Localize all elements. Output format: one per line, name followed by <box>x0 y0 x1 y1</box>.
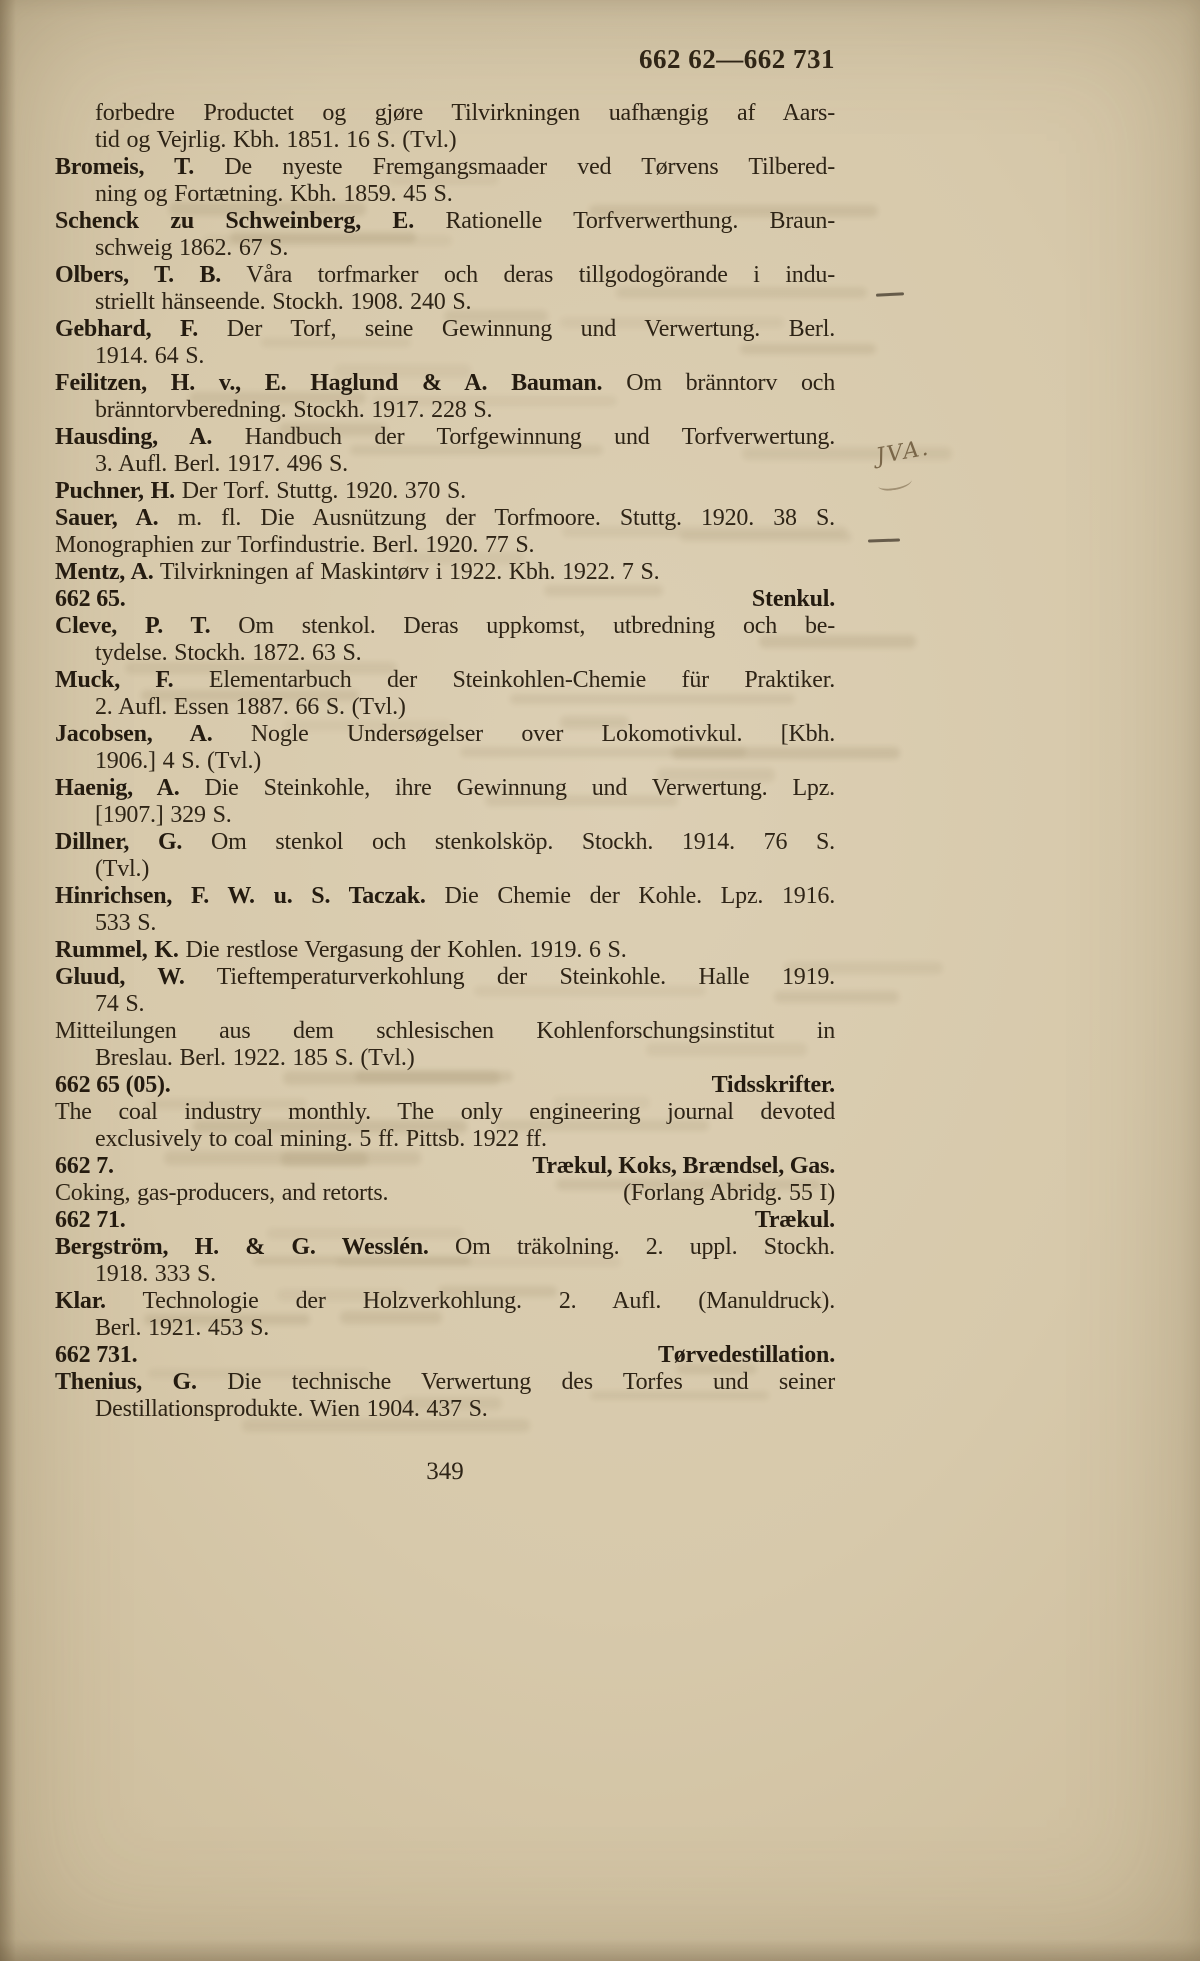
entry-line <box>55 208 835 235</box>
entry-text: 74 S. <box>95 991 145 1017</box>
entry-line <box>55 127 835 154</box>
entry-line <box>55 829 835 856</box>
entry-text: Handbuch der Torfgewinnung und Torfverwertung. <box>212 424 835 450</box>
section-code: 662 7. <box>55 1153 114 1179</box>
entry-line <box>55 1180 835 1207</box>
author-name: Dillner, G. <box>55 829 183 855</box>
section-label: Trækul, Koks, Brændsel, Gas. <box>532 1153 835 1179</box>
entry-text: 1918. 333 S. <box>95 1261 216 1287</box>
entry-line <box>55 343 835 370</box>
entry-text: Berl. 1921. 453 S. <box>95 1315 270 1341</box>
author-name: Bromeis, T. <box>55 154 194 180</box>
entry-text: tydelse. Stockh. 1872. 63 S. <box>95 640 362 666</box>
section-label: Stenkul. <box>751 586 835 612</box>
entry-line <box>55 1045 835 1072</box>
bib-entry <box>55 721 835 775</box>
entry-text: 1906.] 4 S. (Tvl.) <box>95 748 262 774</box>
section-code: 662 65. <box>55 586 126 612</box>
author-name: Bergström, H. & G. Wesslén. <box>55 1234 429 1260</box>
bib-entry <box>55 100 835 154</box>
bib-entry <box>55 559 835 586</box>
entry-line <box>55 154 835 181</box>
entry-text: 533 S. <box>95 910 157 936</box>
section-heading <box>55 1207 835 1234</box>
entry-line <box>55 451 835 478</box>
section-heading <box>55 1153 835 1180</box>
bib-entry <box>55 1369 835 1423</box>
section-heading <box>55 1342 835 1369</box>
bib-entry <box>55 1288 835 1342</box>
entry-text: Tieftemperaturverkohlung der Steinkohle. Halle 1919. <box>184 964 835 990</box>
bib-entry <box>55 1099 835 1153</box>
entry-text: Breslau. Berl. 1922. 185 S. (Tvl.) <box>95 1045 415 1071</box>
bib-entry <box>55 316 835 370</box>
entry-line <box>55 478 835 505</box>
entry-text: Våra torfmarker och deras tillgodogörande i indu- <box>221 262 835 288</box>
entry-text: m. fl. Die Ausnützung der Torfmoore. Stuttg. 1920. 38 S. <box>158 505 835 531</box>
entry-text: Om stenkol och stenkolsköp. Stockh. 1914. 76 S. <box>182 829 835 855</box>
bib-entry <box>55 964 835 1018</box>
entry-line <box>55 1369 835 1396</box>
section-code: 662 65 (05). <box>55 1072 171 1098</box>
entry-text: striellt hänseende. Stockh. 1908. 240 S. <box>95 289 472 315</box>
entry-line <box>55 1288 835 1315</box>
entry-line <box>55 181 835 208</box>
entry-line <box>55 1315 835 1342</box>
entry-text: 2. Aufl. Essen 1887. 66 S. (Tvl.) <box>95 694 406 720</box>
author-name: Gluud, W. <box>55 964 185 990</box>
entry-line <box>55 505 835 532</box>
entry-line <box>55 289 835 316</box>
author-name: Hinrichsen, F. W. u. S. Taczak. <box>55 883 426 909</box>
entry-text: (Tvl.) <box>95 856 150 882</box>
author-name: Gebhard, F. <box>55 316 199 342</box>
entry-line <box>55 694 835 721</box>
entry-line <box>55 1396 835 1423</box>
author-name: Schenck zu Schweinberg, E. <box>55 208 415 234</box>
bib-entry <box>55 775 835 829</box>
entry-line <box>55 1261 835 1288</box>
section-label: Trækul. <box>754 1207 835 1233</box>
entry-line <box>55 964 835 991</box>
entry-text: Die restlose Vergasung der Kohlen. 1919. 6 S. <box>178 937 627 963</box>
entry-line <box>55 370 835 397</box>
page-header-range: 662 62—662 731 <box>639 44 835 74</box>
bib-entry <box>55 370 835 424</box>
entry-line <box>55 721 835 748</box>
author-name: Klar. <box>55 1288 106 1314</box>
entry-text: Coking, gas-producers, and retorts. <box>55 1180 389 1206</box>
entry-line <box>55 1126 835 1153</box>
entry-text: Die Steinkohle, ihre Gewinnung und Verwertung. Lpz. <box>179 775 835 801</box>
page-number: 349 <box>426 1458 464 1485</box>
entry-text: Om bränntorv och <box>602 370 836 396</box>
bibliography-list <box>55 100 835 1423</box>
entry-line <box>55 937 835 964</box>
entry-line <box>55 235 835 262</box>
entry-text: Destillationsprodukte. Wien 1904. 437 S. <box>95 1396 488 1422</box>
entry-text: Der Torf, seine Gewinnung und Verwertung. Berl. <box>198 316 835 342</box>
entry-line <box>55 532 835 559</box>
section-code: 662 71. <box>55 1207 126 1233</box>
entry-line <box>55 1234 835 1261</box>
entry-line <box>55 883 835 910</box>
entry-text: Rationelle Torfverwerthung. Braun- <box>414 208 836 234</box>
author-name: Mentz, A. <box>55 559 154 585</box>
entry-line <box>55 748 835 775</box>
bib-entry <box>55 1180 835 1207</box>
entry-line <box>55 667 835 694</box>
section-heading <box>55 586 835 613</box>
entry-text: Om stenkol. Deras uppkomst, utbredning och be- <box>210 613 835 639</box>
bib-entry <box>55 532 835 559</box>
entry-text: Nogle Undersøgelser over Lokomotivkul. [Kbh. <box>212 721 835 747</box>
entry-text: Der Torf. Stuttg. 1920. 370 S. <box>174 478 466 504</box>
entry-text: Monographien zur Torfindustrie. Berl. 1920. 77 S. <box>55 532 535 558</box>
bib-entry <box>55 208 835 262</box>
entry-text: Elementarbuch der Steinkohlen-Chemie für Praktiker. <box>173 667 835 693</box>
entry-text: [1907.] 329 S. <box>95 802 232 828</box>
author-name: Sauer, A. <box>55 505 159 531</box>
section-label: Tidsskrifter. <box>711 1072 835 1098</box>
entry-line <box>55 856 835 883</box>
section-label: Tørvedestillation. <box>657 1342 835 1368</box>
author-name: Rummel, K. <box>55 937 179 963</box>
entry-line <box>55 1099 835 1126</box>
entry-line <box>55 802 835 829</box>
bib-entry <box>55 883 835 937</box>
bib-entry <box>55 937 835 964</box>
scan-edge-shadow <box>0 0 16 1961</box>
entry-text: The coal industry monthly. The only engineering journal devoted <box>55 1099 835 1125</box>
entry-text: Technologie der Holzverkohlung. 2. Aufl. (Manuldruck). <box>105 1288 835 1314</box>
bib-entry <box>55 424 835 478</box>
author-name: Jacobsen, A. <box>55 721 213 747</box>
author-name: Haenig, A. <box>55 775 180 801</box>
entry-line <box>55 1018 835 1045</box>
bib-entry <box>55 262 835 316</box>
author-name: Puchner, H. <box>55 478 175 504</box>
entry-line <box>55 640 835 667</box>
entry-ref: (Forlang Abridg. 55 I) <box>623 1180 835 1206</box>
entry-line <box>55 559 835 586</box>
entry-line <box>55 397 835 424</box>
entry-text: schweig 1862. 67 S. <box>95 235 289 261</box>
entry-text: forbedre Productet og gjøre Tilvirkningen uafhængig af Aars- <box>95 100 835 126</box>
bib-entry <box>55 829 835 883</box>
handwritten-annotation: JVA. <box>874 435 932 470</box>
author-name: Olbers, T. B. <box>55 262 222 288</box>
entry-text: Tilvirkningen af Maskintørv i 1922. Kbh. 1922. 7 S. <box>153 559 660 585</box>
entry-text: De nyeste Fremgangsmaader ved Tørvens Tilbered- <box>194 154 835 180</box>
entry-line <box>55 262 835 289</box>
author-name: Hausding, A. <box>55 424 213 450</box>
entry-text: 1914. 64 S. <box>95 343 205 369</box>
entry-line <box>55 424 835 451</box>
bib-entry <box>55 667 835 721</box>
bib-entry <box>55 1018 835 1072</box>
entry-text: Die Chemie der Kohle. Lpz. 1916. <box>425 883 835 909</box>
author-name: Cleve, P. T. <box>55 613 211 639</box>
entry-text: bränntorvberedning. Stockh. 1917. 228 S. <box>95 397 493 423</box>
entry-line <box>55 613 835 640</box>
bib-entry <box>55 1234 835 1288</box>
section-heading <box>55 1072 835 1099</box>
entry-text: 3. Aufl. Berl. 1917. 496 S. <box>95 451 348 477</box>
entry-line <box>55 991 835 1018</box>
entry-line <box>55 775 835 802</box>
scan-edge-shadow <box>0 1939 1200 1961</box>
author-name: Feilitzen, H. v., E. Haglund & A. Bauman. <box>55 370 603 396</box>
bib-entry <box>55 154 835 208</box>
entry-line <box>55 100 835 127</box>
entry-text: tid og Vejrlig. Kbh. 1851. 16 S. (Tvl.) <box>95 127 457 153</box>
author-name: Muck, F. <box>55 667 174 693</box>
author-name: Thenius, G. <box>55 1369 197 1395</box>
bib-entry <box>55 613 835 667</box>
section-code: 662 731. <box>55 1342 138 1368</box>
entry-text: ning og Fortætning. Kbh. 1859. 45 S. <box>95 181 453 207</box>
entry-text: Mitteilungen aus dem schlesischen Kohlenforschungsinstitut in <box>55 1018 835 1044</box>
bib-entry <box>55 505 835 532</box>
bib-entry <box>55 478 835 505</box>
entry-text: Die technische Verwertung des Torfes und seiner <box>196 1369 835 1395</box>
entry-line <box>55 910 835 937</box>
entry-text: exclusively to coal mining. 5 ff. Pittsb. 1922 ff. <box>95 1126 547 1152</box>
entry-text: Om träkolning. 2. uppl. Stockh. <box>428 1234 835 1260</box>
entry-line <box>55 316 835 343</box>
